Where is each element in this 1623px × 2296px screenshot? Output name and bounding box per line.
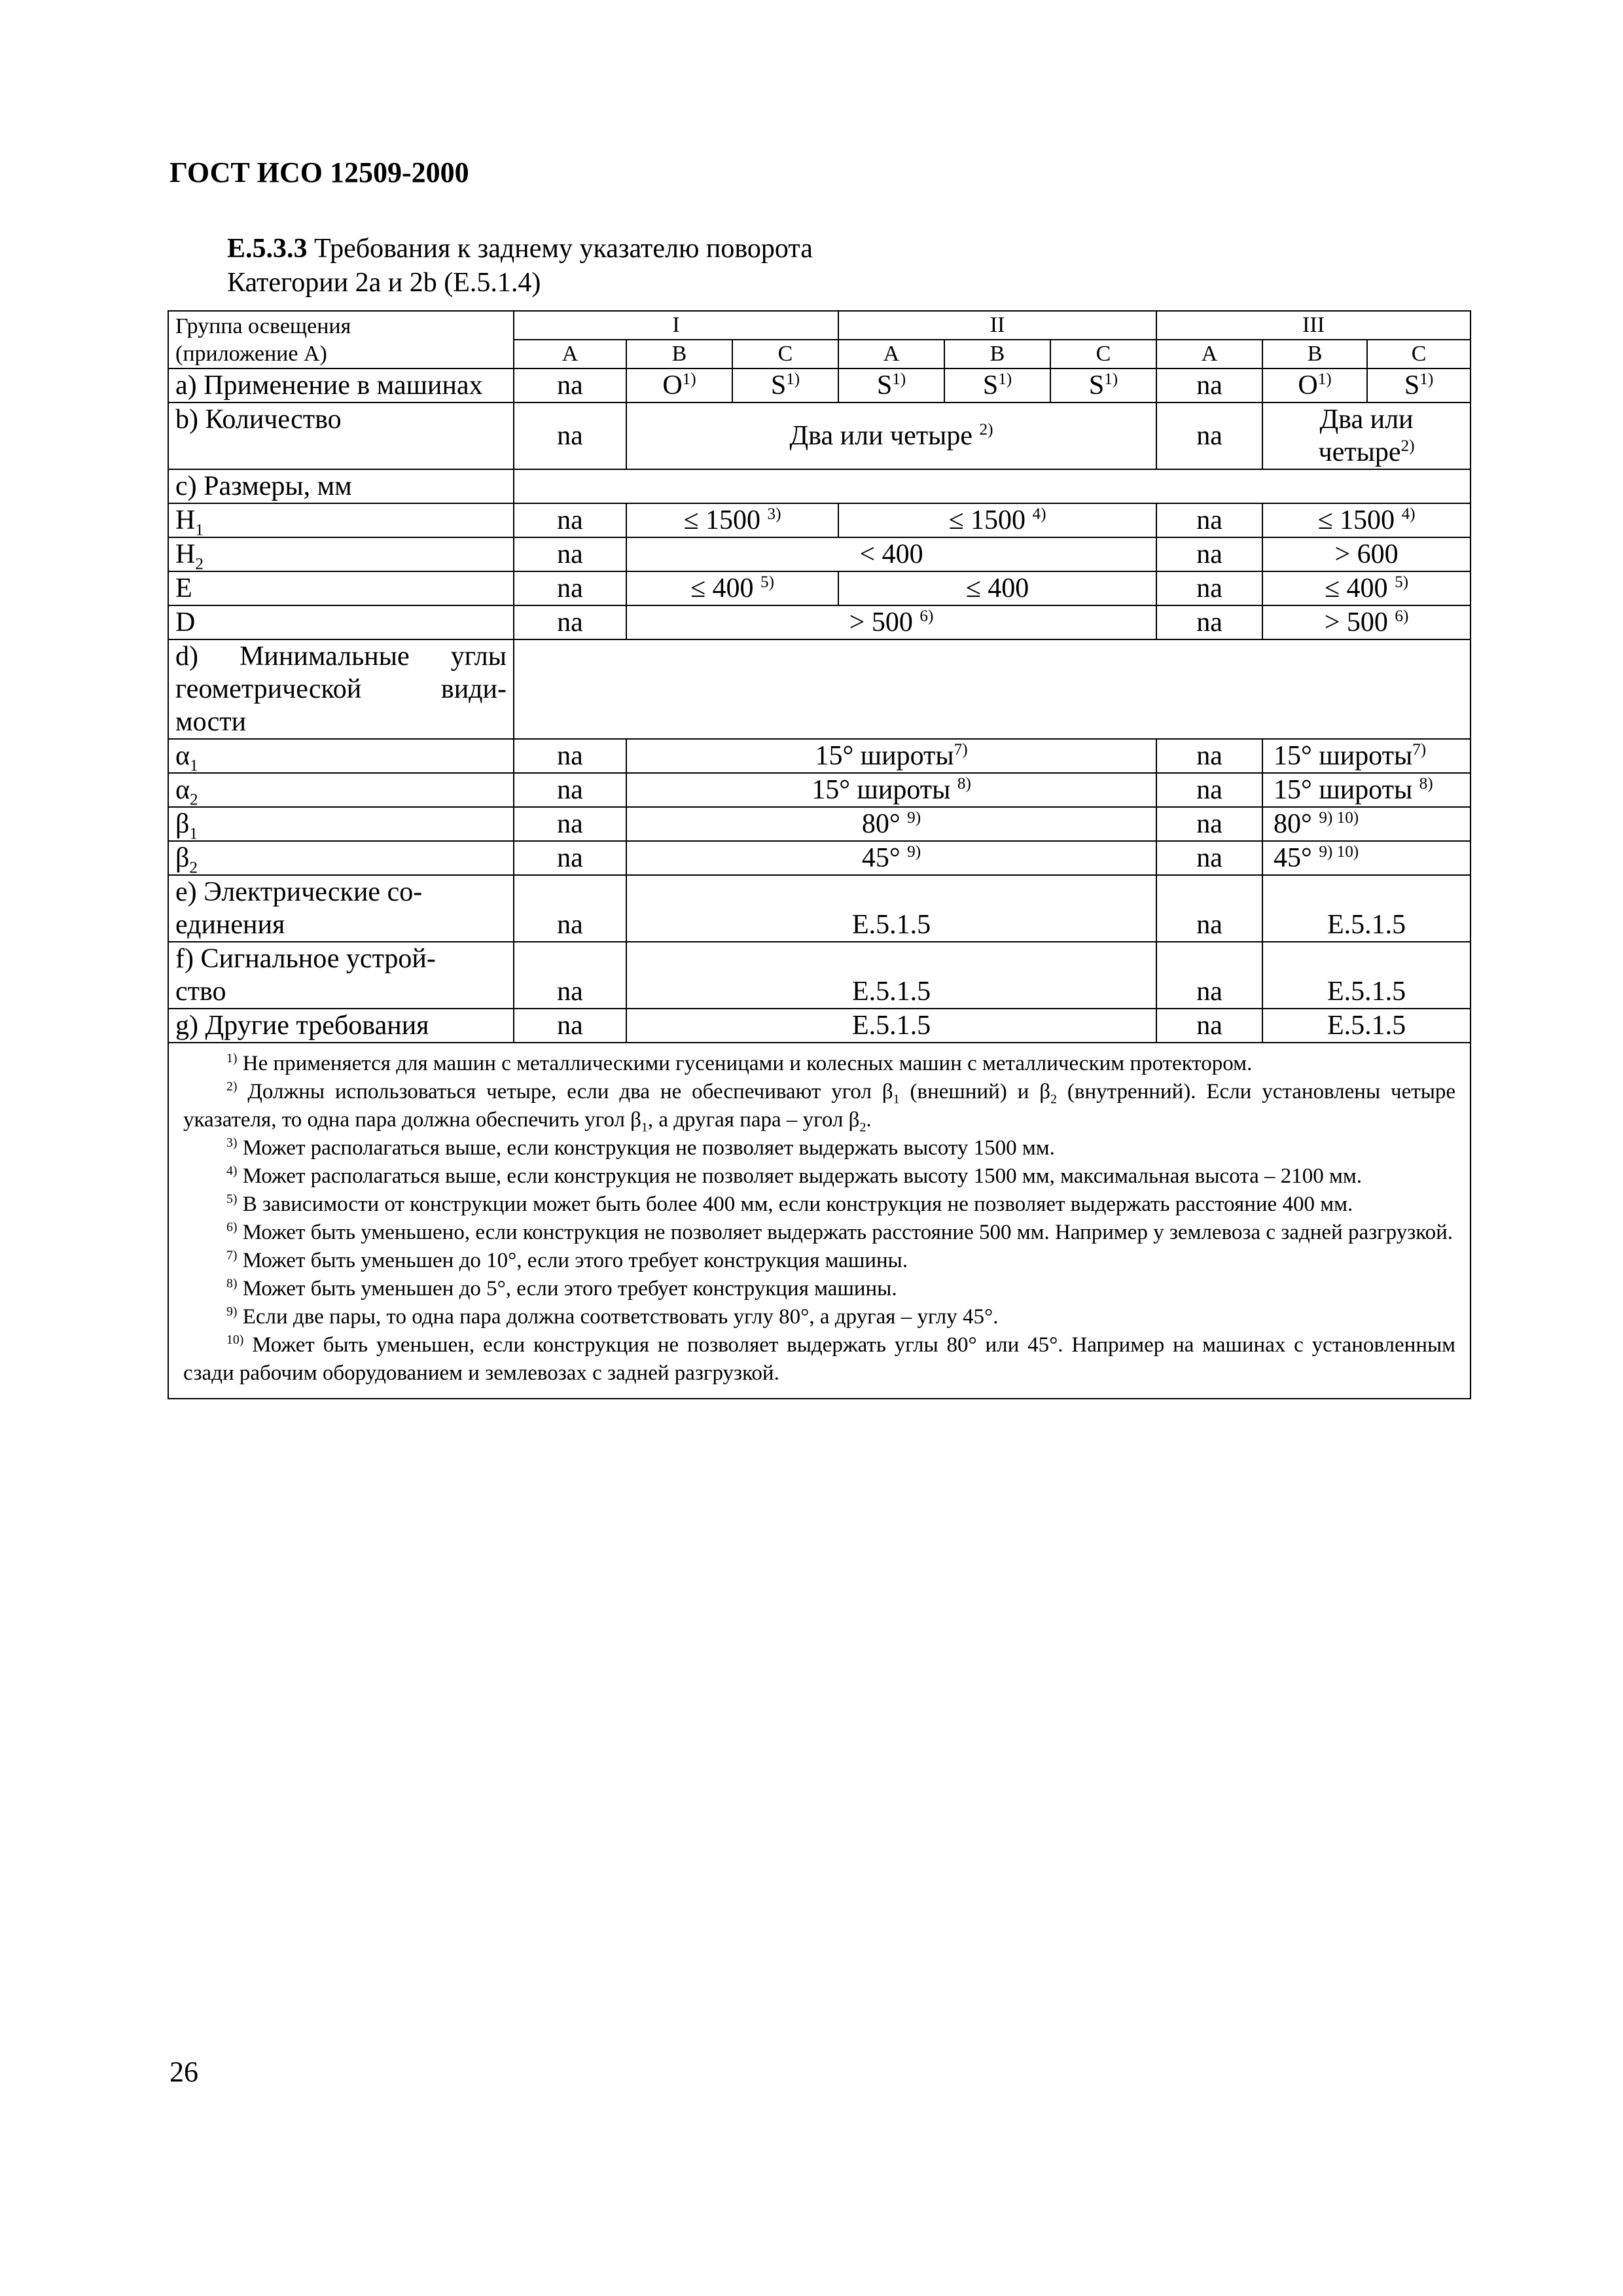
- footnote-ref: 5): [760, 573, 775, 591]
- subcol-header: C: [1367, 340, 1471, 368]
- cell: na: [1156, 605, 1262, 639]
- cell: [626, 571, 838, 605]
- label-line: мости: [175, 707, 247, 737]
- cell: na: [514, 807, 626, 841]
- footnote-text: Может быть уменьшен, если конструкция не позволяет выдержать углы 80° или 45°. Например на машинах с установленным сзади рабочим оборудованием и землевозах с задней разгрузкой.: [183, 1333, 1456, 1385]
- row-dimensions: [168, 469, 1471, 503]
- label-line: d) Минимальные углы: [175, 641, 507, 672]
- footnote: [183, 1275, 1455, 1303]
- cell: E.5.1.5: [1262, 875, 1471, 942]
- label-line: e) Электрические со-: [175, 877, 423, 907]
- cell: [732, 368, 838, 403]
- row-label: g) Другие требования: [168, 1009, 514, 1043]
- cell-value: Два или четыре: [789, 421, 972, 451]
- footnote-ref: 1): [892, 370, 906, 388]
- cell-value: 15° широты: [1274, 775, 1413, 805]
- cell: na: [1156, 739, 1262, 773]
- subcol-header: B: [944, 340, 1050, 368]
- footnote-ref: 2): [1400, 437, 1415, 455]
- footnote-ref: 7): [954, 741, 968, 759]
- cell: E.5.1.5: [1262, 1009, 1471, 1043]
- cell: [1262, 403, 1471, 469]
- footnote-ref: 2): [979, 421, 993, 439]
- row-signal: [168, 942, 1471, 1009]
- cell: [626, 841, 1156, 875]
- footnote-text: Должны использоваться четыре, если два не обеспечивают угол β: [247, 1080, 893, 1103]
- footnote-ref: 1): [786, 370, 800, 388]
- footnote-ref: 9): [907, 809, 921, 827]
- cell-value: ≤ 400: [1325, 573, 1388, 603]
- cell-value: S: [1404, 370, 1420, 401]
- row-other: [168, 1009, 1471, 1043]
- cell: na: [1156, 942, 1262, 1009]
- footnote-ref: 1): [682, 370, 696, 388]
- requirements-table: [168, 310, 1471, 1399]
- symbol: H: [175, 505, 196, 535]
- cell-value: 45°: [861, 843, 901, 873]
- footnote-ref: 4): [1401, 505, 1416, 523]
- row-electrical: [168, 875, 1471, 942]
- footnote: [183, 1247, 1455, 1275]
- cell-empty: [514, 639, 1471, 739]
- footnote-mark: 9): [226, 1304, 238, 1319]
- footnote-text: Может располагаться выше, если конструкция не позволяет выдержать высоту 1500 мм.: [242, 1136, 1055, 1160]
- cell-value: > 500: [1324, 607, 1388, 637]
- row-alpha1: [168, 739, 1471, 773]
- subcol-header: A: [514, 340, 626, 368]
- footnote-text: Если две пары, то одна пара должна соответствовать углу 80°, а другая – углу 45°.: [242, 1305, 999, 1329]
- subcol-header: A: [1156, 340, 1262, 368]
- subscript: 2: [195, 555, 204, 573]
- row-label: [168, 942, 514, 1009]
- cell: na: [1156, 571, 1262, 605]
- cell: [1262, 368, 1367, 403]
- footnote-ref: 3): [767, 505, 781, 523]
- cell-value: S: [876, 370, 893, 401]
- cell-value: S: [982, 370, 999, 401]
- symbol: H: [175, 539, 196, 569]
- cell: na: [1156, 503, 1262, 537]
- label-line: геометрической види-: [175, 674, 507, 704]
- cell: > 600: [1262, 537, 1471, 571]
- cell: E.5.1.5: [626, 1009, 1156, 1043]
- cell-value: O: [1298, 370, 1318, 401]
- subscript: 1: [893, 1092, 900, 1107]
- footnote-mark: 6): [226, 1220, 238, 1234]
- row-quantity: [168, 403, 1471, 469]
- row-label: c) Размеры, мм: [168, 469, 514, 503]
- footnotes-row: [168, 1043, 1471, 1399]
- cell: [626, 503, 838, 537]
- cell: na: [514, 841, 626, 875]
- group-header-2: II: [838, 311, 1156, 340]
- cell-value: 15° широты: [815, 741, 954, 771]
- row-d: [168, 605, 1471, 639]
- cell: [626, 807, 1156, 841]
- clause-title: Требования к заднему указателю поворота: [314, 234, 813, 264]
- cell-value: S: [1088, 370, 1105, 401]
- row-h1: [168, 503, 1471, 537]
- row-alpha2: [168, 773, 1471, 807]
- cell: na: [514, 368, 626, 403]
- cell: [626, 403, 1156, 469]
- subscript: 1: [195, 521, 204, 539]
- cell: na: [514, 875, 626, 942]
- symbol: β: [175, 809, 190, 839]
- symbol: α: [175, 775, 190, 805]
- header-label-line1: Группа освещения: [175, 314, 351, 338]
- footnote-text: Может располагаться выше, если конструкция не позволяет выдержать высоту 1500 мм, максимальная высота – 2100 мм.: [242, 1164, 1362, 1188]
- cell: na: [514, 942, 626, 1009]
- row-label: D: [168, 605, 514, 639]
- subcol-header: C: [1050, 340, 1156, 368]
- subcol-header: C: [732, 340, 838, 368]
- cell: [1262, 503, 1471, 537]
- subscript: 2: [189, 859, 198, 877]
- footnote-ref: 9) 10): [1319, 843, 1359, 861]
- cell: [626, 773, 1156, 807]
- subcol-header: A: [838, 340, 944, 368]
- footnote-text: Может быть уменьшен до 5°, если этого требует конструкция машины.: [242, 1277, 897, 1300]
- cell: [626, 739, 1156, 773]
- footnotes: [168, 1043, 1471, 1399]
- clause-number: Е.5.3.3: [227, 234, 308, 264]
- footnote-text: (внутренний). Если установлены четыре указателя, то одна пара должна обеспечить угол β: [183, 1080, 1456, 1132]
- cell-value: 45°: [1274, 843, 1312, 873]
- row-label: [168, 503, 514, 537]
- group-header-1: I: [514, 311, 838, 340]
- cell: na: [1156, 403, 1262, 469]
- footnote-mark: 8): [226, 1276, 238, 1291]
- row-beta2: [168, 841, 1471, 875]
- label-line: единения: [175, 910, 285, 940]
- cell-value: > 500: [849, 607, 913, 637]
- clause-heading: [227, 232, 813, 300]
- subscript: 2: [1050, 1092, 1057, 1107]
- cell-value: четыре: [1318, 437, 1401, 467]
- row-label: [168, 807, 514, 841]
- cell: E.5.1.5: [1262, 942, 1471, 1009]
- cell-value: ≤ 400: [690, 573, 754, 603]
- footnote-ref: 9): [907, 843, 921, 861]
- cell: na: [514, 773, 626, 807]
- cell: [1262, 807, 1471, 841]
- subscript: 2: [190, 791, 198, 809]
- cell-value: O: [662, 370, 683, 401]
- subcol-header: B: [1262, 340, 1367, 368]
- cell: na: [1156, 875, 1262, 942]
- row-label: [168, 841, 514, 875]
- label-line: ство: [175, 977, 226, 1007]
- footnote: [183, 1078, 1455, 1134]
- footnote-ref: 8): [957, 775, 971, 793]
- cell: na: [514, 739, 626, 773]
- clause-subtitle: Категории 2a и 2b (Е.5.1.4): [227, 268, 541, 298]
- cell: na: [1156, 841, 1262, 875]
- row-angles-heading: [168, 639, 1471, 739]
- row-e: [168, 571, 1471, 605]
- cell: [1262, 773, 1471, 807]
- cell: na: [514, 605, 626, 639]
- footnote: [183, 1219, 1455, 1247]
- footnote: [183, 1134, 1455, 1162]
- footnote-text: Не применяется для машин с металлическими гусеницами и колесных машин с металлическим протектором.: [242, 1052, 1253, 1075]
- cell-value-line1: Два или: [1319, 404, 1414, 435]
- cell-value: 15° широты: [812, 775, 951, 805]
- cell: E.5.1.5: [626, 875, 1156, 942]
- cell: [838, 503, 1156, 537]
- header-row-groups: [168, 311, 1471, 340]
- footnote-ref: 9) 10): [1319, 809, 1359, 827]
- cell: [1262, 739, 1471, 773]
- footnote-ref: 4): [1032, 505, 1046, 523]
- footnote-ref: 1): [1317, 370, 1332, 388]
- cell-value: ≤ 1500: [1317, 505, 1395, 535]
- cell: ≤ 400: [838, 571, 1156, 605]
- footnote-ref: 1): [998, 370, 1012, 388]
- cell: na: [514, 503, 626, 537]
- footnote-text: .: [866, 1108, 872, 1132]
- label-line: f) Сигнальное устрой-: [175, 944, 436, 974]
- symbol: α: [175, 741, 190, 771]
- cell: [626, 605, 1156, 639]
- cell: na: [1156, 537, 1262, 571]
- subscript: 2: [859, 1120, 866, 1135]
- footnote-ref: 6): [1395, 607, 1409, 625]
- footnote-mark: 2): [226, 1079, 238, 1094]
- cell: [626, 368, 732, 403]
- footnote: [183, 1331, 1455, 1388]
- row-label: [168, 739, 514, 773]
- cell: [1262, 605, 1471, 639]
- cell: na: [1156, 368, 1262, 403]
- row-h2: [168, 537, 1471, 571]
- footnote-text: (внешний) и β: [899, 1080, 1051, 1103]
- footnote-mark: 3): [226, 1136, 238, 1150]
- row-label: [168, 773, 514, 807]
- footnote-text: , а другая пара – угол β: [647, 1108, 860, 1132]
- cell: na: [1156, 1009, 1262, 1043]
- row-application: [168, 368, 1471, 403]
- cell-value: 80°: [1274, 809, 1312, 839]
- cell: [1050, 368, 1156, 403]
- cell: na: [1156, 807, 1262, 841]
- footnote-ref: 6): [919, 607, 934, 625]
- footnote-ref: 7): [1412, 741, 1427, 759]
- cell-empty: [514, 469, 1471, 503]
- row-label: [168, 537, 514, 571]
- footnote-text: Может быть уменьшено, если конструкция не позволяет выдержать расстояние 500 мм. Например у землевоза с задней разгрузкой.: [242, 1221, 1454, 1244]
- row-label: [168, 639, 514, 739]
- footnote: [183, 1303, 1455, 1331]
- cell-value: ≤ 1500: [948, 505, 1026, 535]
- row-label: a) Применение в машинах: [168, 368, 514, 403]
- cell-value: ≤ 1500: [683, 505, 761, 535]
- cell: [1367, 368, 1471, 403]
- document-code: ГОСТ ИСО 12509-2000: [169, 156, 469, 188]
- footnote-mark: 10): [226, 1333, 244, 1347]
- cell: E.5.1.5: [626, 942, 1156, 1009]
- header-label-line2: (приложение А): [175, 342, 327, 366]
- cell: na: [514, 571, 626, 605]
- subscript: 1: [641, 1120, 648, 1135]
- footnote-ref: 1): [1419, 370, 1434, 388]
- cell: na: [514, 403, 626, 469]
- footnote-ref: 1): [1104, 370, 1118, 388]
- cell-value: S: [770, 370, 787, 401]
- subscript: 1: [189, 825, 198, 843]
- row-label: b) Количество: [168, 403, 514, 469]
- footnote-mark: 7): [226, 1248, 238, 1263]
- row-beta1: [168, 807, 1471, 841]
- footnote: [183, 1191, 1455, 1219]
- footnote-ref: 5): [1395, 573, 1409, 591]
- cell: [1262, 841, 1471, 875]
- page-number: 26: [169, 2056, 198, 2088]
- cell-value: 80°: [861, 809, 901, 839]
- cell: [1262, 571, 1471, 605]
- cell: na: [514, 537, 626, 571]
- header-label: [168, 311, 514, 368]
- cell: [944, 368, 1050, 403]
- symbol: β: [175, 843, 190, 873]
- footnote-mark: 1): [226, 1051, 238, 1066]
- footnote-mark: 4): [226, 1164, 238, 1178]
- cell-value: 15° широты: [1274, 741, 1413, 771]
- row-label: [168, 875, 514, 942]
- footnote-text: В зависимости от конструкции может быть более 400 мм, если конструкция не позволяет выдержать расстояние 400 мм.: [242, 1193, 1353, 1216]
- cell: na: [514, 1009, 626, 1043]
- cell-value-line2: [1270, 436, 1463, 469]
- footnote-ref: 8): [1419, 775, 1433, 793]
- footnote-text: Может быть уменьшен до 10°, если этого требует конструкция машины.: [242, 1249, 908, 1272]
- clause-title-line: [227, 232, 813, 266]
- cell: na: [1156, 773, 1262, 807]
- subcol-header: B: [626, 340, 732, 368]
- subscript: 1: [190, 757, 198, 775]
- footnote: [183, 1162, 1455, 1191]
- footnote-mark: 5): [226, 1192, 238, 1206]
- footnote: [183, 1050, 1455, 1078]
- cell: [838, 368, 944, 403]
- group-header-3: III: [1156, 311, 1471, 340]
- row-label: E: [168, 571, 514, 605]
- cell: < 400: [626, 537, 1156, 571]
